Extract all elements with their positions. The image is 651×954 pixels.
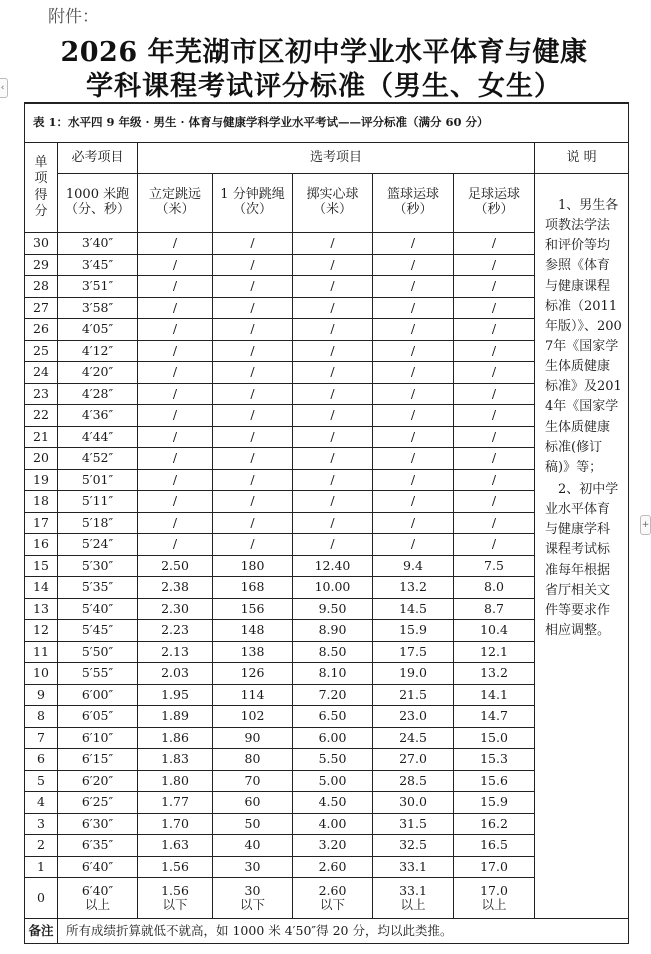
cell-score: 12	[25, 620, 58, 642]
cell-rope: 90	[213, 727, 293, 749]
cell-ball: 8.50	[293, 641, 373, 663]
cell-football: 13.2	[454, 663, 535, 685]
cell-score: 3	[25, 813, 58, 835]
cell-run: 5′50″	[58, 641, 138, 663]
cell-basket: 30.0	[373, 792, 454, 814]
cell-run: 4′52″	[58, 448, 138, 470]
zero-cell-rope	[213, 878, 293, 919]
cell-run: 6′40″	[58, 856, 138, 878]
cell-basket: 19.0	[373, 663, 454, 685]
cell-score: 13	[25, 598, 58, 620]
cell-rope: 60	[213, 792, 293, 814]
cell-rope: /	[213, 276, 293, 298]
cell-rope: /	[213, 512, 293, 534]
zero-cell-football	[454, 878, 535, 919]
cell-rope: 30	[213, 856, 293, 878]
cell-rope: 168	[213, 577, 293, 599]
cell-run: 5′11″	[58, 491, 138, 513]
cell-score: 11	[25, 641, 58, 663]
cell-football: 17.0	[454, 856, 535, 878]
cell-jump: 1.70	[138, 813, 213, 835]
header-jump: 立定跳远（米）	[138, 174, 213, 233]
cell-rope: /	[213, 319, 293, 341]
cell-run: 3′40″	[58, 233, 138, 255]
cell-jump: 2.13	[138, 641, 213, 663]
cell-rope: 156	[213, 598, 293, 620]
cell-run: 4′44″	[58, 426, 138, 448]
cell-run: 6′00″	[58, 684, 138, 706]
cell-basket: /	[373, 491, 454, 513]
cell-rope: /	[213, 362, 293, 384]
cell-jump: 2.38	[138, 577, 213, 599]
cell-football: /	[454, 491, 535, 513]
cell-basket: 17.5	[373, 641, 454, 663]
cell-basket: /	[373, 233, 454, 255]
cell-basket: /	[373, 426, 454, 448]
header-basket: 篮球运球（秒）	[373, 174, 454, 233]
cell-score: 28	[25, 276, 58, 298]
cell-football: /	[454, 276, 535, 298]
cell-run: 5′45″	[58, 620, 138, 642]
cell-football: 10.4	[454, 620, 535, 642]
zero-suffix-run: 以上	[84, 897, 110, 912]
cell-basket: 14.5	[373, 598, 454, 620]
cell-run: 3′45″	[58, 254, 138, 276]
cell-ball: /	[293, 276, 373, 298]
cell-ball: /	[293, 362, 373, 384]
cell-jump: 1.80	[138, 770, 213, 792]
cell-jump: 1.95	[138, 684, 213, 706]
cell-basket: /	[373, 383, 454, 405]
zero-cell-run	[58, 878, 138, 919]
cell-score: 14	[25, 577, 58, 599]
cell-football: /	[454, 469, 535, 491]
cell-run: 4′28″	[58, 383, 138, 405]
cell-score: 22	[25, 405, 58, 427]
cell-score: 10	[25, 663, 58, 685]
cell-jump: 1.63	[138, 835, 213, 857]
cell-football: 14.1	[454, 684, 535, 706]
cell-ball: 7.20	[293, 684, 373, 706]
cell-ball: 12.40	[293, 555, 373, 577]
zero-cell-jump	[138, 878, 213, 919]
cell-rope: 50	[213, 813, 293, 835]
table-caption: 表 1：水平四 9 年级 · 男生 · 体育与健康学科学业水平考试——评分标准（满分 60 分）	[25, 103, 629, 143]
cell-run: 3′58″	[58, 297, 138, 319]
scoring-table	[24, 102, 629, 944]
zero-value-ball: 2.60	[318, 882, 347, 898]
explanation-para-1: 1、男生各项教法学法和评价等均参照《体育与健康课程标准（2011年版）》、2007年《国家学生体质健康标准》及2014年《国家学生体质健康标准(修订稿)》等；	[545, 198, 622, 475]
cell-football: 15.9	[454, 792, 535, 814]
cell-basket: 9.4	[373, 555, 454, 577]
cell-run: 6′15″	[58, 749, 138, 771]
cell-basket: 28.5	[373, 770, 454, 792]
cell-rope: 180	[213, 555, 293, 577]
cell-basket: /	[373, 319, 454, 341]
cell-football: /	[454, 362, 535, 384]
cell-ball: /	[293, 512, 373, 534]
cell-football: 15.0	[454, 727, 535, 749]
cell-score: 21	[25, 426, 58, 448]
cell-ball: /	[293, 297, 373, 319]
cell-ball: 8.10	[293, 663, 373, 685]
cell-run: 5′35″	[58, 577, 138, 599]
cell-score: 27	[25, 297, 58, 319]
cell-rope: 148	[213, 620, 293, 642]
cell-run: 6′20″	[58, 770, 138, 792]
cell-jump: /	[138, 534, 213, 556]
cell-basket: 33.1	[373, 856, 454, 878]
cell-jump: /	[138, 276, 213, 298]
cell-jump: 1.77	[138, 792, 213, 814]
cell-football: 15.6	[454, 770, 535, 792]
cell-run: 5′18″	[58, 512, 138, 534]
cell-jump: /	[138, 405, 213, 427]
header-football: 足球运球（秒）	[454, 174, 535, 233]
cell-ball: 10.00	[293, 577, 373, 599]
cell-ball: 4.00	[293, 813, 373, 835]
cell-jump: /	[138, 362, 213, 384]
explanation-cell	[535, 174, 629, 919]
cell-basket: 32.5	[373, 835, 454, 857]
cell-run: 6′05″	[58, 706, 138, 728]
right-edge-plus-icon[interactable]: +	[640, 515, 651, 535]
cell-score: 19	[25, 469, 58, 491]
cell-jump: 1.89	[138, 706, 213, 728]
cell-football: /	[454, 340, 535, 362]
cell-basket: /	[373, 254, 454, 276]
cell-run: 4′20″	[58, 362, 138, 384]
cell-jump: 2.03	[138, 663, 213, 685]
cell-rope: /	[213, 491, 293, 513]
cell-score: 15	[25, 555, 58, 577]
zero-value-football: 17.0	[480, 882, 508, 898]
cell-basket: /	[373, 276, 454, 298]
cell-basket: 27.0	[373, 749, 454, 771]
zero-value-run: 6′40″	[81, 882, 114, 898]
cell-jump: /	[138, 512, 213, 534]
cell-jump: /	[138, 383, 213, 405]
cell-rope: /	[213, 340, 293, 362]
cell-football: 8.7	[454, 598, 535, 620]
cell-basket: 31.5	[373, 813, 454, 835]
cell-ball: 8.90	[293, 620, 373, 642]
cell-jump: /	[138, 426, 213, 448]
zero-suffix-basket: 以上	[400, 897, 426, 912]
cell-football: /	[454, 405, 535, 427]
cell-ball: /	[293, 469, 373, 491]
cell-football: 14.7	[454, 706, 535, 728]
cell-rope: 102	[213, 706, 293, 728]
header-ball: 掷实心球（米）	[293, 174, 373, 233]
cell-rope: /	[213, 297, 293, 319]
cell-score: 4	[25, 792, 58, 814]
cell-football: /	[454, 233, 535, 255]
cell-football: 12.1	[454, 641, 535, 663]
cell-run: 5′55″	[58, 663, 138, 685]
cell-football: /	[454, 254, 535, 276]
cell-ball: /	[293, 405, 373, 427]
cell-jump: /	[138, 233, 213, 255]
zero-value-jump: 1.56	[161, 882, 189, 898]
cell-football: /	[454, 426, 535, 448]
cell-basket: 21.5	[373, 684, 454, 706]
zero-cell-ball	[293, 878, 373, 919]
zero-value-score: 0	[37, 889, 45, 905]
cell-basket: /	[373, 340, 454, 362]
page-title-line2: 学科课程考试评分标准（男生、女生）	[86, 71, 562, 102]
cell-jump: 2.50	[138, 555, 213, 577]
cell-score: 6	[25, 749, 58, 771]
cell-rope: 80	[213, 749, 293, 771]
zero-value-rope: 30	[244, 882, 261, 898]
cell-football: /	[454, 383, 535, 405]
cell-football: 7.5	[454, 555, 535, 577]
cell-rope: /	[213, 426, 293, 448]
cell-basket: /	[373, 448, 454, 470]
cell-football: /	[454, 448, 535, 470]
cell-basket: 13.2	[373, 577, 454, 599]
cell-run: 4′05″	[58, 319, 138, 341]
cell-rope: 70	[213, 770, 293, 792]
left-edge-handle-icon[interactable]: ‹	[0, 78, 8, 98]
cell-run: 3′51″	[58, 276, 138, 298]
cell-ball: 6.50	[293, 706, 373, 728]
cell-rope: /	[213, 469, 293, 491]
cell-football: /	[454, 534, 535, 556]
cell-jump: /	[138, 469, 213, 491]
cell-football: 16.2	[454, 813, 535, 835]
cell-ball: /	[293, 233, 373, 255]
cell-score: 8	[25, 706, 58, 728]
cell-rope: /	[213, 233, 293, 255]
cell-run: 5′24″	[58, 534, 138, 556]
header-required: 必考项目	[58, 143, 138, 174]
cell-rope: 40	[213, 835, 293, 857]
zero-cell-score	[25, 878, 58, 919]
cell-football: 16.5	[454, 835, 535, 857]
cell-run: 6′10″	[58, 727, 138, 749]
cell-jump: 1.56	[138, 856, 213, 878]
cell-ball: /	[293, 383, 373, 405]
note-text: 所有成绩折算就低不就高，如 1000 米 4′50″得 20 分，均以此类推。	[58, 919, 629, 944]
note-label: 备注	[25, 919, 58, 944]
cell-run: 5′30″	[58, 555, 138, 577]
cell-score: 26	[25, 319, 58, 341]
cell-jump: 1.86	[138, 727, 213, 749]
cell-ball: /	[293, 319, 373, 341]
cell-score: 1	[25, 856, 58, 878]
cell-rope: 114	[213, 684, 293, 706]
cell-run: 6′35″	[58, 835, 138, 857]
cell-basket: /	[373, 469, 454, 491]
cell-basket: /	[373, 512, 454, 534]
zero-suffix-jump: 以下	[162, 897, 188, 912]
cell-ball: /	[293, 491, 373, 513]
header-rope: 1 分钟跳绳（次）	[213, 174, 293, 233]
attachment-label: 附件：	[48, 7, 99, 27]
cell-score: 23	[25, 383, 58, 405]
zero-suffix-ball: 以下	[319, 897, 345, 912]
cell-football: 8.0	[454, 577, 535, 599]
cell-rope: /	[213, 383, 293, 405]
cell-jump: 2.30	[138, 598, 213, 620]
cell-ball: /	[293, 340, 373, 362]
cell-ball: 5.00	[293, 770, 373, 792]
cell-ball: /	[293, 254, 373, 276]
cell-score: 20	[25, 448, 58, 470]
cell-score: 17	[25, 512, 58, 534]
cell-basket: /	[373, 405, 454, 427]
cell-run: 5′01″	[58, 469, 138, 491]
cell-ball: /	[293, 534, 373, 556]
cell-basket: /	[373, 297, 454, 319]
cell-ball: 2.60	[293, 856, 373, 878]
cell-jump: /	[138, 340, 213, 362]
cell-score: 29	[25, 254, 58, 276]
cell-jump: 1.83	[138, 749, 213, 771]
cell-jump: 2.23	[138, 620, 213, 642]
header-optional: 选考项目	[138, 143, 535, 174]
cell-score: 30	[25, 233, 58, 255]
cell-rope: 126	[213, 663, 293, 685]
cell-run: 6′30″	[58, 813, 138, 835]
cell-jump: /	[138, 448, 213, 470]
cell-run: 4′36″	[58, 405, 138, 427]
zero-suffix-football: 以上	[481, 897, 507, 912]
cell-score: 25	[25, 340, 58, 362]
explanation-para-2: 2、初中学业水平体育与健康学科课程考试标准每年根据省厅相关文件等要求作相应调整。	[545, 481, 619, 638]
cell-jump: /	[138, 297, 213, 319]
header-explain: 说 明	[535, 143, 629, 174]
cell-score: 7	[25, 727, 58, 749]
cell-ball: 6.00	[293, 727, 373, 749]
cell-basket: 15.9	[373, 620, 454, 642]
cell-score: 5	[25, 770, 58, 792]
cell-score: 9	[25, 684, 58, 706]
zero-cell-basket	[373, 878, 454, 919]
cell-score: 2	[25, 835, 58, 857]
cell-run: 6′25″	[58, 792, 138, 814]
cell-basket: /	[373, 362, 454, 384]
cell-basket: /	[373, 534, 454, 556]
cell-ball: /	[293, 448, 373, 470]
cell-score: 24	[25, 362, 58, 384]
cell-rope: /	[213, 405, 293, 427]
cell-football: /	[454, 319, 535, 341]
cell-run: 5′40″	[58, 598, 138, 620]
cell-ball: 9.50	[293, 598, 373, 620]
header-score: 单项得分	[25, 143, 58, 233]
cell-run: 4′12″	[58, 340, 138, 362]
cell-score: 16	[25, 534, 58, 556]
cell-football: /	[454, 297, 535, 319]
cell-football: 15.3	[454, 749, 535, 771]
cell-basket: 23.0	[373, 706, 454, 728]
header-run: 1000 米跑（分、秒）	[58, 174, 138, 233]
cell-basket: 24.5	[373, 727, 454, 749]
cell-rope: /	[213, 254, 293, 276]
cell-ball: 4.50	[293, 792, 373, 814]
cell-jump: /	[138, 254, 213, 276]
cell-ball: 5.50	[293, 749, 373, 771]
cell-jump: /	[138, 491, 213, 513]
cell-ball: 3.20	[293, 835, 373, 857]
cell-score: 18	[25, 491, 58, 513]
cell-jump: /	[138, 319, 213, 341]
cell-rope: 138	[213, 641, 293, 663]
cell-football: /	[454, 512, 535, 534]
zero-value-basket: 33.1	[399, 882, 427, 898]
cell-rope: /	[213, 448, 293, 470]
cell-ball: /	[293, 426, 373, 448]
cell-rope: /	[213, 534, 293, 556]
page-title-line1: 2026 年芜湖市区初中学业水平体育与健康	[60, 37, 588, 68]
zero-suffix-rope: 以下	[239, 897, 265, 912]
